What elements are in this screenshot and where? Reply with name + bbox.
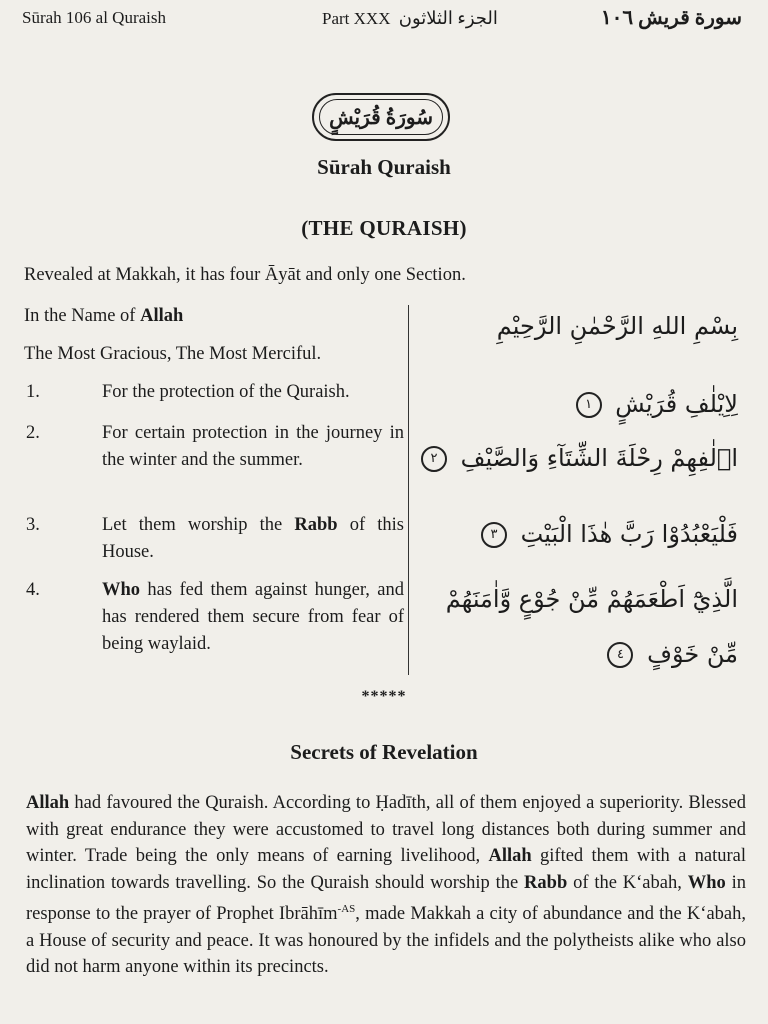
verse-translation [102,420,404,474]
paragraph-text-run: had favoured the Quraish. According to Ḥadīth, all of them enjoyed a superiority. Blessed with great endurance they were accustomed to travel long distances both during summer and winter. Trade being the only means of earning livelihood, [26,793,746,866]
arabic-verse-4b [398,640,738,668]
verse-text-run: For the protection of the Quraish. [102,382,350,402]
verse-translation [102,379,404,406]
basmala-arabic: بِسْمِ اللهِ الرَّحْمٰنِ الرَّحِيْمِ [496,312,738,340]
surah-title: Sūrah Quraish [317,155,451,179]
emphasized-word: Rabb [294,515,338,535]
verse-number: 1. [26,382,40,402]
paragraph-text-run: of the K‘abah, [567,872,688,893]
emphasized-word: Who [102,580,141,600]
surah-name-cartouche [312,93,450,141]
ayah-marker-1: ١ [576,392,602,418]
section-separator: ***** [361,688,407,705]
name-allah: Allah [140,306,184,326]
emphasized-word: Who [687,872,726,893]
paragraph-text-run: , made Makkah a city of abundance and the K‘abah, a House of security and peace. It was honoured by the infidels and the polytheists alike who also did not harm anyone within its precincts. [26,904,746,978]
verse-translation [102,577,404,658]
section-title: Secrets of Revelation [290,740,478,764]
cartouche-arabic-text: سُورَةُ قُرَيْشٍ [319,99,443,135]
running-header-right-arabic: سورة قريش ١٠٦ [600,7,742,29]
ayah-marker-3: ٣ [481,522,507,548]
verse-number: 2. [26,423,40,443]
emphasized-word: Rabb [524,872,568,893]
most-gracious-line: The Most Gracious, The Most Merciful. [24,344,322,364]
verse-number: 3. [26,515,40,535]
arabic-verse-2 [398,444,738,472]
revelation-intro: Revealed at Makkah, it has four Āyāt and only one Section. [24,265,466,285]
verse-text-run: For certain protection in the journey in the winter and the summer. [102,423,404,470]
paragraph-text-run: in response to the prayer of Prophet Ibrāhīm [26,872,746,925]
arabic-verse-4b-text: مِّنْ خَوْفٍ [647,640,738,668]
column-divider [408,305,409,675]
arabic-verse-3-text: فَلْيَعْبُدُوْا رَبَّ هٰذَا الْبَيْتِ [520,520,738,548]
verse-translation [102,512,404,566]
part-label: Part XXX [322,9,391,28]
surah-subtitle: (THE QURAISH) [301,216,467,240]
commentary-paragraph [26,790,746,981]
ayah-marker-2: ٢ [421,446,447,472]
emphasized-word: Allah [488,846,532,866]
honorific-superscript: -AS [337,903,356,915]
arabic-verse-1-text: لِاِيْلٰفِ قُرَيْشٍ [615,390,738,418]
verse-text-run: Let them worship the [102,515,295,535]
arabic-verse-1 [398,390,738,418]
running-header-left: Sūrah 106 al Quraish [22,8,167,27]
verse-text-run: has fed them against hunger, and has rendered them secure from fear of being waylaid. [102,580,404,654]
running-header-part [322,8,498,29]
ayah-marker-4: ٤ [607,642,633,668]
part-label-arabic: الجزء الثلاثون [398,8,498,28]
arabic-verse-3 [398,520,738,548]
verse-number: 4. [26,580,40,600]
verse-text-run: of this House. [102,515,404,562]
arabic-verse-2-text: اٖلٰفِهِمْ رِحْلَةَ الشِّتَآءِ وَالصَّيْفِ [460,444,738,472]
emphasized-word: Allah [26,793,70,813]
in-the-name-line [24,306,183,327]
paragraph-text-run: gifted them with a natural inclination towards travelling. So the Quraish should worship the [26,846,746,893]
arabic-verse-4a: الَّذِيْٓ اَطْعَمَهُمْ مِّنْ جُوْعٍ وَّاٰمَنَهُمْ [445,585,738,613]
name-prefix: In the Name of [24,306,141,326]
